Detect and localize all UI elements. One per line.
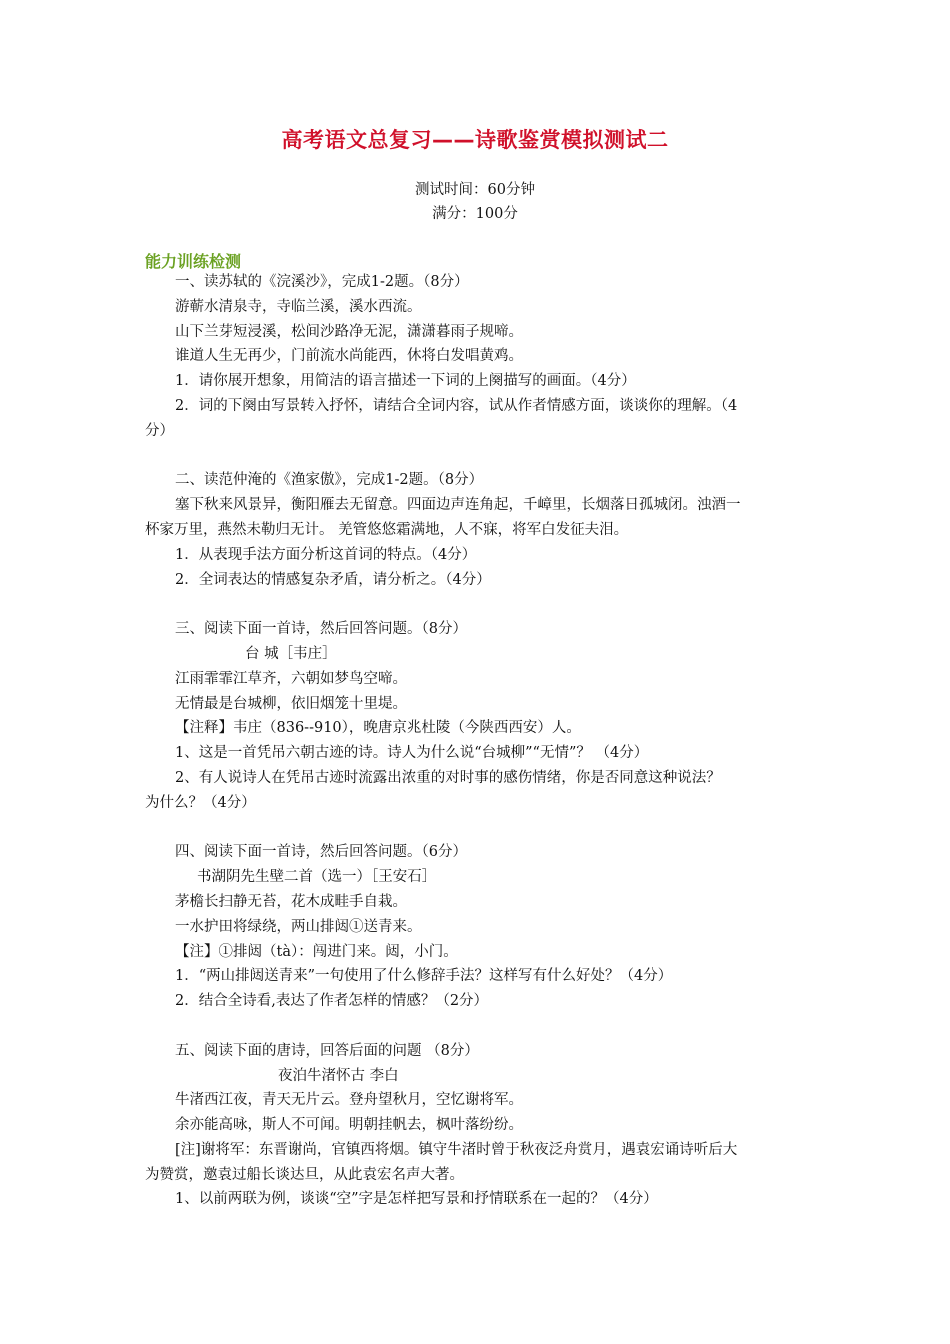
- q2-item-1: 1．从表现手法方面分析这首词的特点。（4分）: [175, 546, 477, 563]
- q2-poem-line-cont: 杯家万里，燕然未勒归无计。 羌管悠悠霜满地，人不寐，将军白发征夫泪。: [145, 521, 629, 538]
- q1-poem-line: 谁道人生无再少，门前流水尚能西，休将白发唱黄鸡。: [175, 348, 523, 365]
- q5-note-cont: 为赞赏，邀袁过船长谈达旦，从此袁宏名声大著。: [145, 1166, 464, 1183]
- q5-item-1: 1、以前两联为例，谈谈“空”字是怎样把写景和抒情联系在一起的？（4分）: [175, 1191, 658, 1208]
- test-time: 测试时间：60分钟: [415, 182, 535, 198]
- q3-poem-line: 无情最是台城柳，依旧烟笼十里堤。: [175, 695, 407, 712]
- q3-note: 【注释】韦庄（836--910），晚唐京兆杜陵（今陕西西安）人。: [175, 720, 581, 737]
- q4-intro: 四、阅读下面一首诗，然后回答问题。（6分）: [175, 844, 467, 861]
- q3-poem-title: 台 城［韦庄］: [245, 645, 337, 662]
- spacer: [145, 816, 810, 841]
- q5-poem-line: 余亦能高咏，斯人不可闻。明朝挂帆去，枫叶落纷纷。: [175, 1117, 523, 1134]
- q3-poem-line: 江雨霏霏江草齐，六朝如梦鸟空啼。: [175, 670, 407, 687]
- q3-item-2-cont: 为什么？（4分）: [145, 794, 256, 811]
- q3-intro: 三、阅读下面一首诗，然后回答问题。（8分）: [175, 621, 467, 638]
- q2-poem-line: 塞下秋来风景异，衡阳雁去无留意。四面边声连角起，千嶂里，长烟落日孤城闭。浊酒一: [175, 497, 741, 514]
- q5-poem-title: 夜泊牛渚怀古 李白: [278, 1067, 399, 1084]
- q1-item-2-cont: 分）: [145, 422, 174, 439]
- q4-poem-line: 一水护田将绿绕，两山排闼①送青来。: [175, 918, 422, 935]
- spacer: [145, 1014, 810, 1039]
- q2-intro: 二、读范仲淹的《渔家傲》，完成1-2题。（8分）: [175, 472, 484, 489]
- q1-poem-line: 山下兰芽短浸溪，松间沙路净无泥，潇潇暮雨子规啼。: [175, 323, 523, 340]
- q4-item-2: 2．结合全诗看,表达了作者怎样的情感？（2分）: [175, 993, 489, 1010]
- q4-note: 【注】①排闼（tà）：闯进门来。闼，小门。: [175, 943, 458, 960]
- q2-item-2: 2．全词表达的情感复杂矛盾，请分析之。（4分）: [175, 571, 491, 588]
- q4-poem-line: 茅檐长扫静无苔，花木成畦手自栽。: [175, 893, 407, 910]
- q5-intro: 五、阅读下面的唐诗，回答后面的问题 （8分）: [175, 1042, 479, 1059]
- spacer: [145, 592, 810, 617]
- q1-item-2: 2．词的下阕由写景转入抒怀，请结合全词内容，试从作者情感方面，谈谈你的理解。（4: [175, 397, 738, 414]
- q1-item-1: 1．请你展开想象，用简洁的语言描述一下词的上阕描写的画面。（4分）: [175, 373, 636, 390]
- q4-item-1: 1．“两山排闼送青来”一句使用了什么修辞手法？这样写有什么好处？（4分）: [175, 968, 673, 985]
- q1-intro: 一、读苏轼的《浣溪沙》，完成1-2题。（8分）: [175, 274, 469, 290]
- q4-poem-title: 书湖阴先生壁二首（选一）［王安石］: [197, 869, 437, 886]
- section-heading: 能力训练检测: [145, 252, 242, 271]
- spacer: [145, 444, 810, 469]
- full-score: 满分：100分: [432, 206, 518, 222]
- q5-note: [注]谢将军：东晋谢尚，官镇西将烟。镇守牛渚时曾于秋夜泛舟赏月，遇袁宏诵诗听后大: [175, 1141, 738, 1158]
- q3-item-2: 2、有人说诗人在凭吊古迹时流露出浓重的对时事的感伤情绪，你是否同意这种说法？: [175, 769, 721, 786]
- q3-item-1: 1、这是一首凭吊六朝古迹的诗。诗人为什么说“台城柳”“无情”？ （4分）: [175, 745, 649, 762]
- page-title: 高考语文总复习——诗歌鉴赏模拟测试二: [281, 128, 669, 152]
- q1-poem-line: 游蕲水清泉寺，寺临兰溪，溪水西流。: [175, 298, 422, 315]
- q5-poem-line: 牛渚西江夜，青天无片云。登舟望秋月，空忆谢将军。: [175, 1092, 523, 1109]
- document-body: [145, 270, 810, 1212]
